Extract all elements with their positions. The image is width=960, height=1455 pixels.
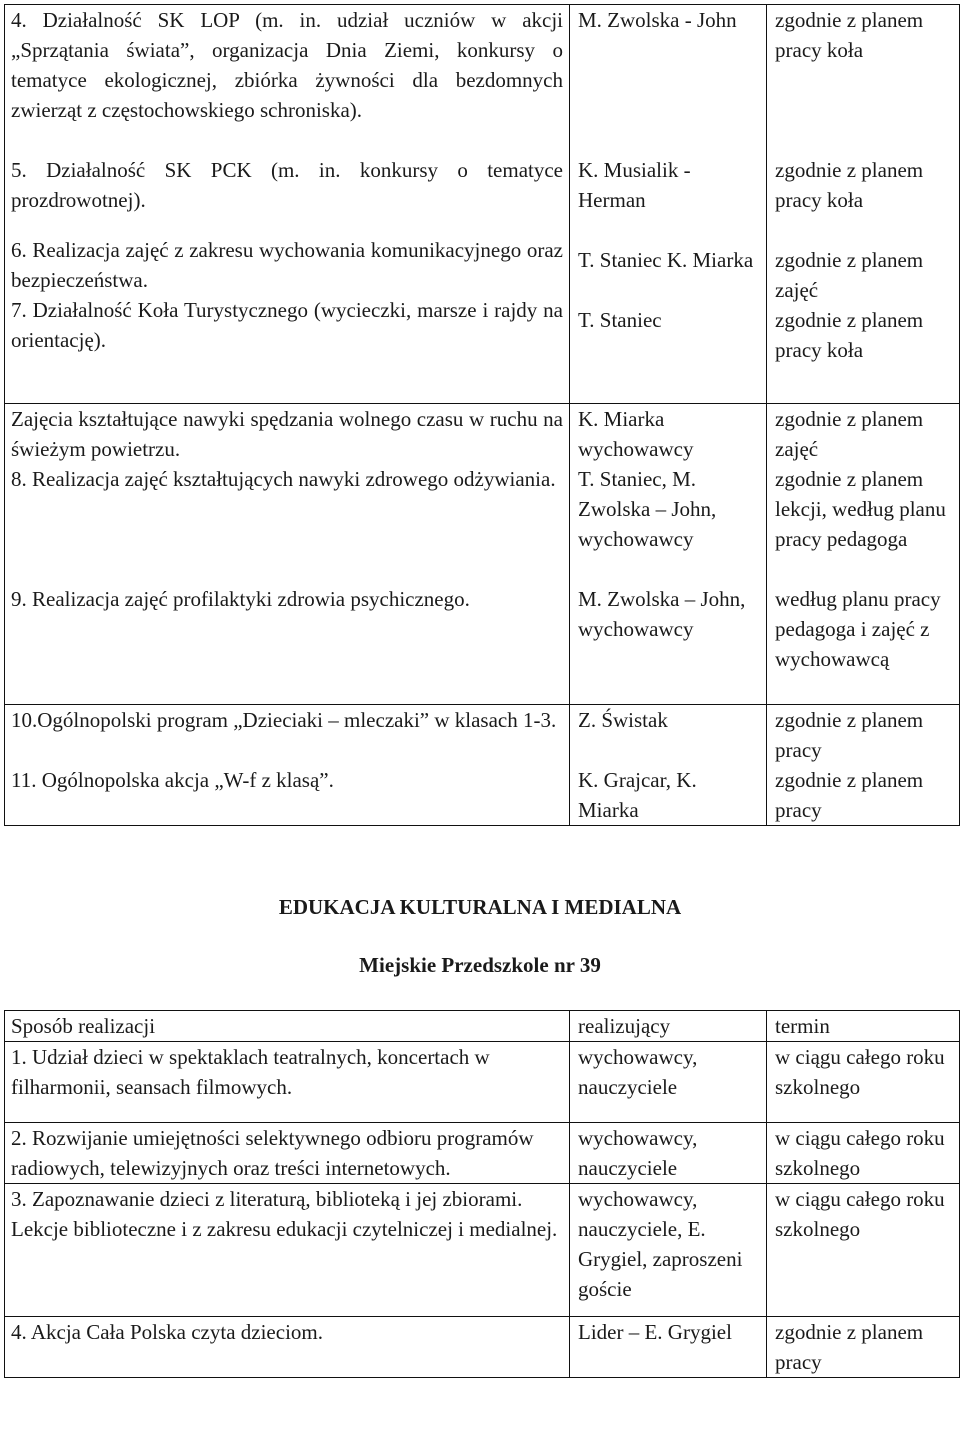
table-row: [5, 5, 960, 404]
responsible-person: K. Grajcar, K. Miarka: [578, 768, 697, 822]
culture-media-table: [4, 1010, 960, 1378]
activity-cell: [5, 705, 570, 826]
activity-item: 4. Działalność SK LOP (m. in. udział uczniów w akcji „Sprzątania świata”, organizacja Dnia Ziemi, konkursy o tematyce ekologicznej, zbiórka żywności dla bezdomnych zwierząt z częstochowskiego schroniska).: [11, 8, 563, 122]
table-row: [5, 1123, 960, 1184]
responsible-cell: [570, 1123, 767, 1184]
activity-item: 2. Rozwijanie umiejętności selektywnego odbioru programów radiowych, telewizyjnych oraz treści internetowych.: [11, 1126, 534, 1180]
responsible-cell: [570, 705, 767, 826]
responsible-person: T. Staniec K. Miarka: [578, 248, 754, 272]
activity-item: 7. Działalność Koła Turystycznego (wycieczki, marsze i rajdy na orientację).: [11, 298, 563, 352]
responsible-person: Z. Świstak: [578, 708, 668, 732]
term-cell: [767, 1184, 960, 1317]
table-row: [5, 404, 960, 705]
table-row: [5, 705, 960, 826]
activity-cell: [5, 1317, 570, 1378]
term-cell: [767, 5, 960, 404]
activity-item: 10.Ogólnopolski program „Dzieciaki – mleczaki” w klasach 1-3.: [11, 708, 557, 732]
responsible-person: K. Miarka wychowawcy: [578, 407, 694, 461]
activity-item: 5. Działalność SK PCK (m. in. konkursy o tematyce prozdrowotnej).: [11, 158, 563, 212]
term-text: zgodnie z planem pracy: [775, 708, 924, 762]
activity-item: 11. Ogólnopolska akcja „W-f z klasą”.: [11, 768, 334, 792]
term-text: w ciągu całego roku szkolnego: [775, 1045, 945, 1099]
activity-item: 4. Akcja Cała Polska czyta dzieciom.: [11, 1320, 323, 1344]
activity-cell: [5, 404, 570, 705]
responsible-person: M. Zwolska – John, wychowawcy: [578, 587, 746, 641]
responsible-cell: [570, 1317, 767, 1378]
section-title: EDUKACJA KULTURALNA I MEDIALNA: [278, 895, 682, 919]
activity-item: 8. Realizacja zajęć kształtujących nawyki zdrowego odżywiania.: [11, 467, 556, 491]
table-row: [5, 1184, 960, 1317]
responsible-cell: [570, 404, 767, 705]
term-text: według planu pracy pedagoga i zajęć z wychowawcą: [775, 587, 941, 671]
term-text: zgodnie z planem pracy koła: [775, 8, 924, 62]
term-cell: [767, 1123, 960, 1184]
activity-item: 1. Udział dzieci w spektaklach teatralnych, koncertach w filharmonii, seansach filmowych.: [11, 1045, 490, 1099]
activity-cell: [5, 1042, 570, 1123]
activity-item: 6. Realizacja zajęć z zakresu wychowania komunikacyjnego oraz bezpieczeństwa.: [11, 238, 563, 292]
responsible-cell: [570, 5, 767, 404]
responsible-person: T. Staniec, M. Zwolska – John, wychowawcy: [578, 467, 717, 551]
column-header: termin: [767, 1011, 960, 1042]
responsible-person: Lider – E. Grygiel: [578, 1320, 732, 1344]
responsible-person: wychowawcy, nauczyciele: [578, 1126, 698, 1180]
term-text: zgodnie z planem pracy: [775, 1320, 924, 1374]
term-text: zgodnie z planem zajęć: [775, 407, 924, 461]
responsible-person: K. Musialik - Herman: [578, 158, 691, 212]
term-text: w ciągu całego roku szkolnego: [775, 1126, 945, 1180]
term-text: zgodnie z planem pracy koła: [775, 158, 924, 212]
responsible-person: wychowawcy, nauczyciele: [578, 1045, 698, 1099]
term-text: zgodnie z planem pracy: [775, 768, 924, 822]
activity-cell: [5, 5, 570, 404]
activity-item: Zajęcia kształtujące nawyki spędzania wolnego czasu w ruchu na świeżym powietrzu.: [11, 407, 563, 461]
term-cell: [767, 705, 960, 826]
term-text: zgodnie z planem zajęć: [775, 248, 924, 302]
activity-cell: [5, 1123, 570, 1184]
responsible-cell: [570, 1184, 767, 1317]
table-row: [5, 1042, 960, 1123]
activity-item: 9. Realizacja zajęć profilaktyki zdrowia psychicznego.: [11, 587, 470, 611]
table-header-row: [5, 1011, 960, 1042]
activity-item: 3. Zapoznawanie dzieci z literaturą, biblioteką i jej zbiorami. Lekcje biblioteczne i z zakresu edukacji czytelniczej i medialnej.: [11, 1187, 558, 1241]
term-text: zgodnie z planem lekcji, według planu pracy pedagoga: [775, 467, 946, 551]
column-header: realizujący: [570, 1011, 767, 1042]
term-text: w ciągu całego roku szkolnego: [775, 1187, 945, 1241]
term-cell: [767, 404, 960, 705]
term-cell: [767, 1317, 960, 1378]
responsible-person: M. Zwolska - John: [578, 8, 737, 32]
table-row: [5, 1317, 960, 1378]
term-text: zgodnie z planem pracy koła: [775, 308, 924, 362]
responsible-cell: [570, 1042, 767, 1123]
section-subtitle: Miejskie Przedszkole nr 39: [359, 953, 601, 977]
term-cell: [767, 1042, 960, 1123]
activities-table: [4, 4, 960, 826]
column-header: Sposób realizacji: [5, 1011, 570, 1042]
responsible-person: T. Staniec: [578, 308, 662, 332]
responsible-person: wychowawcy, nauczyciele, E. Grygiel, zaproszeni goście: [578, 1187, 743, 1301]
activity-cell: [5, 1184, 570, 1317]
